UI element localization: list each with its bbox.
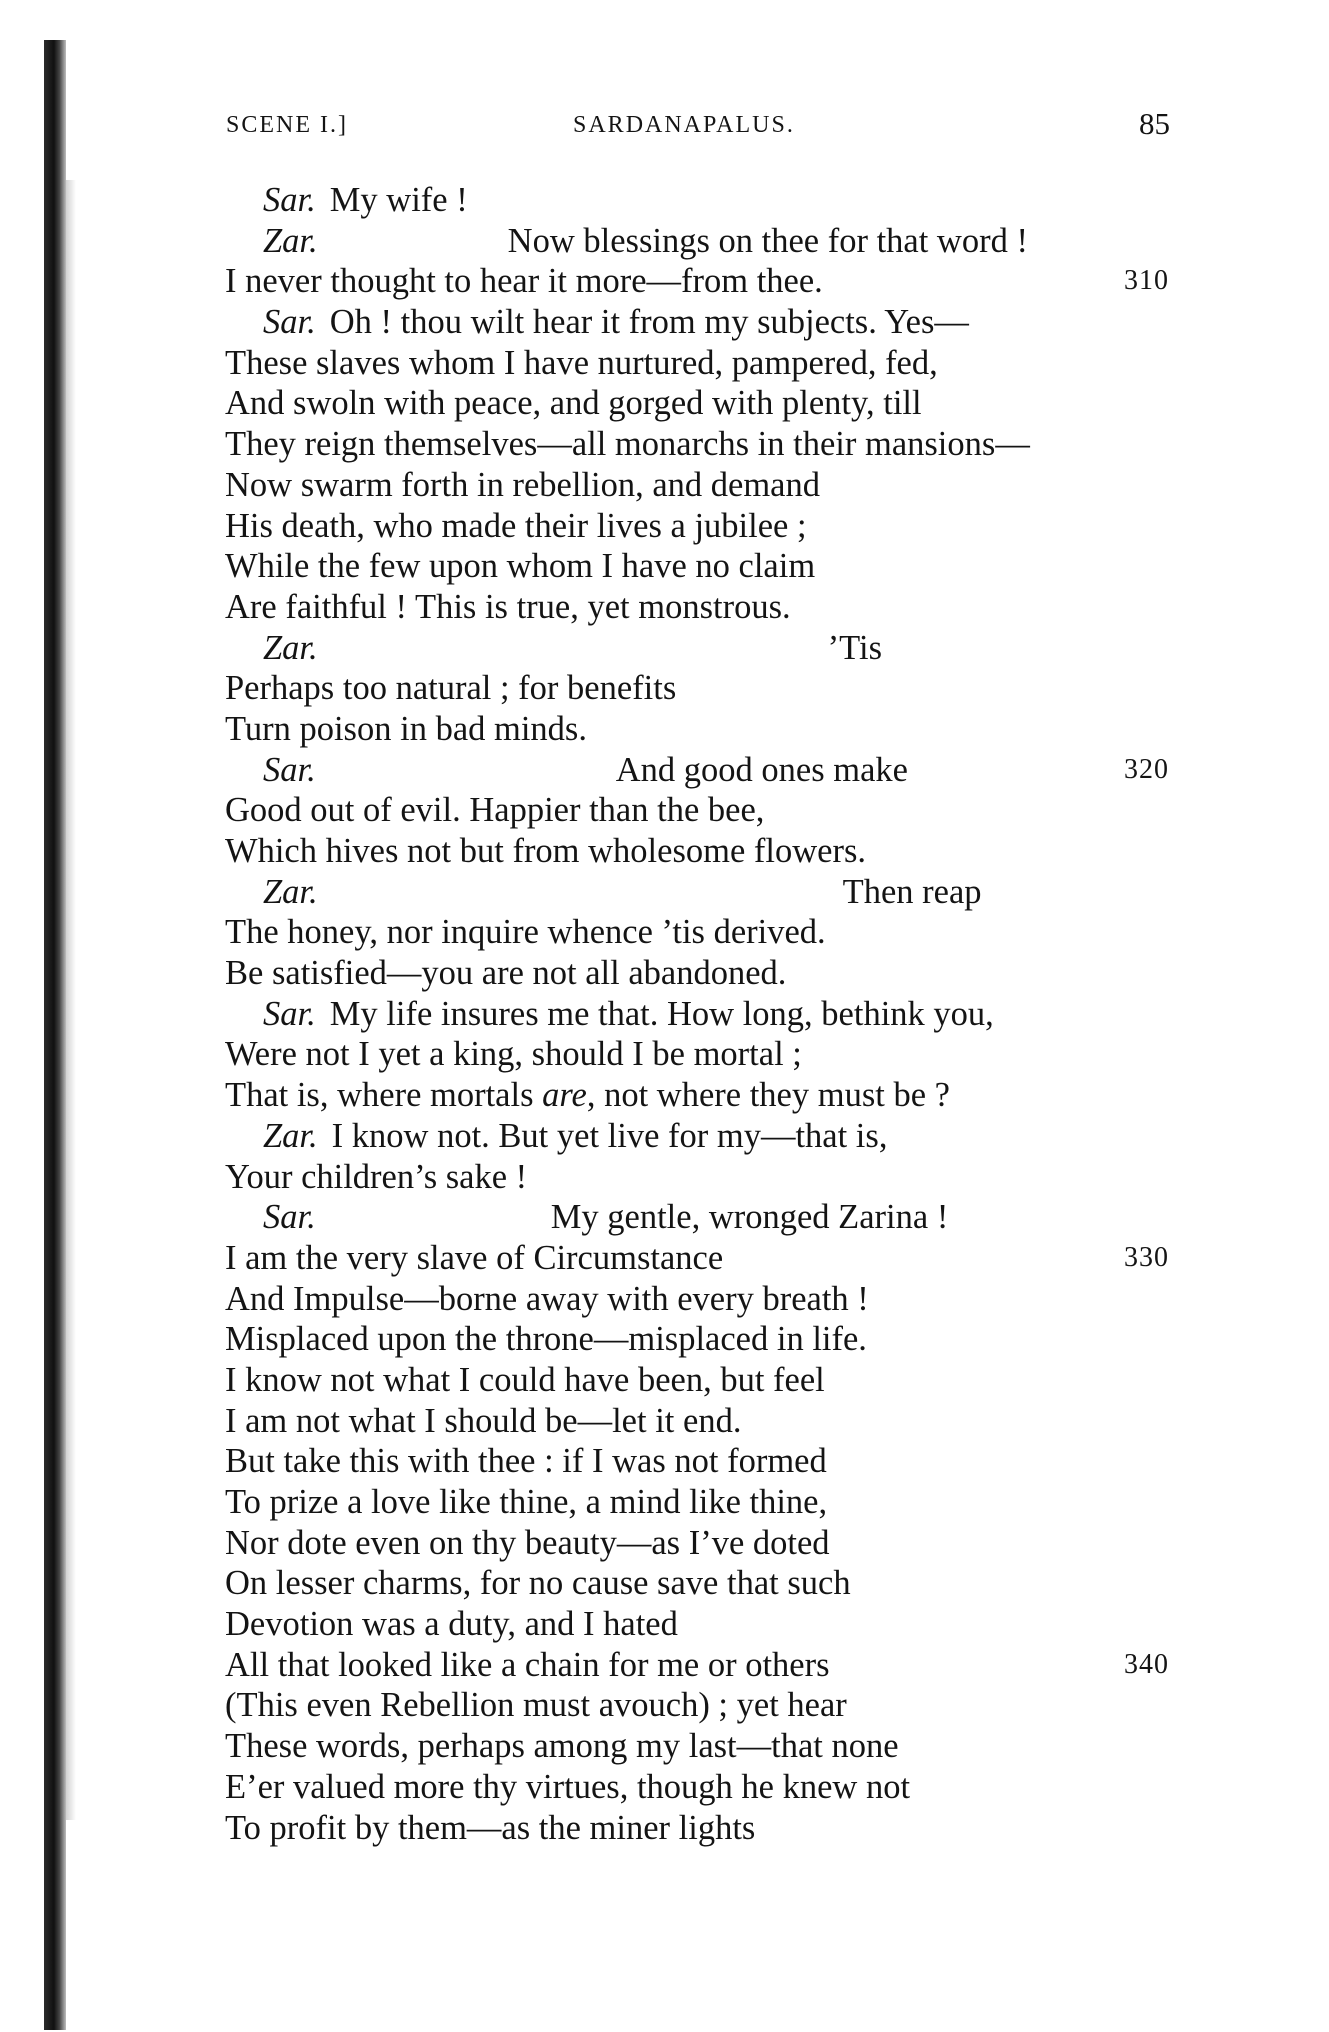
line-text: I never thought to hear it more—from thee. [225, 262, 823, 301]
verse-line [225, 1034, 1175, 1075]
line-text: ’Tis [827, 628, 883, 667]
running-head-scene: SCENE I.] [226, 112, 348, 138]
line-text: Then reap [842, 872, 982, 911]
binding-edge [44, 40, 66, 2030]
line-text: On lesser charms, for no cause save that such [225, 1564, 851, 1603]
verse-line [225, 1360, 1175, 1401]
verse-line [225, 1075, 1175, 1116]
verse-line [225, 383, 1175, 424]
line-text: Your children’s sake ! [225, 1157, 528, 1196]
running-head-title: SARDANAPALUS. [573, 112, 795, 138]
line-text: My gentle, wronged Zarina ! [550, 1198, 949, 1237]
speaker-name: Sar. [263, 994, 316, 1033]
verse-text [225, 180, 1175, 1848]
verse-line [225, 1808, 1175, 1849]
line-text: These slaves whom I have nurtured, pampered, fed, [225, 343, 938, 382]
verse-line [225, 831, 1175, 872]
line-text: (This even Rebellion must avouch) ; yet hear [225, 1686, 847, 1725]
binding-shadow [66, 180, 76, 1820]
line-text: Were not I yet a king, should I be mortal ; [225, 1035, 802, 1074]
verse-line [225, 1523, 1175, 1564]
line-text: I am not what I should be—let it end. [225, 1401, 742, 1440]
line-text: I know not. But yet live for my—that is, [331, 1116, 888, 1155]
verse-line [225, 872, 1175, 913]
speaker-name: Sar. [263, 303, 316, 342]
verse-line [225, 1767, 1175, 1808]
verse-line [225, 221, 1175, 262]
verse-line [225, 953, 1175, 994]
line-text: Which hives not but from wholesome flowers. [225, 832, 866, 870]
verse-line [225, 302, 1175, 343]
line-text: My life insures me that. How long, bethink you, [329, 994, 994, 1033]
line-text: To prize a love like thine, a mind like thine, [225, 1483, 828, 1521]
line-text: The honey, nor inquire whence ’tis derived. [225, 913, 826, 952]
verse-line [225, 1319, 1175, 1360]
line-number: 320 [1124, 753, 1169, 785]
verse-line [225, 465, 1175, 506]
line-text: These words, perhaps among my last—that none [225, 1727, 899, 1766]
verse-line [225, 1401, 1175, 1442]
verse-line [225, 1685, 1175, 1726]
verse-line [225, 424, 1175, 465]
verse-line [225, 1197, 1175, 1238]
verse-line [225, 1604, 1175, 1645]
line-number: 330 [1124, 1241, 1169, 1273]
line-text: Nor dote even on thy beauty—as I’ve doted [225, 1523, 830, 1562]
line-text: E’er valued more thy virtues, though he knew not [225, 1767, 911, 1806]
line-text: All that looked like a chain for me or others [225, 1645, 830, 1684]
verse-line [225, 546, 1175, 587]
verse-line [225, 343, 1175, 384]
verse-line [225, 994, 1175, 1035]
line-text: I know not what I could have been, but feel [225, 1360, 825, 1399]
verse-line [225, 1482, 1175, 1523]
speaker-name: Zar. [263, 1116, 318, 1155]
line-text: Be satisfied—you are not all abandoned. [225, 954, 787, 993]
verse-line [225, 668, 1175, 709]
verse-line [225, 1116, 1175, 1157]
verse-line [225, 1441, 1175, 1482]
speaker-name: Zar. [263, 872, 318, 911]
verse-line [225, 912, 1175, 953]
line-text-with-stress: That is, where mortals are, not where they must be ? [225, 1076, 950, 1115]
line-number: 310 [1124, 265, 1169, 297]
line-text: Devotion was a duty, and I hated [225, 1605, 678, 1644]
line-text: But take this with thee : if I was not formed [225, 1442, 827, 1481]
verse-line [225, 1157, 1175, 1198]
verse-line [225, 1645, 1175, 1686]
line-text: His death, who made their lives a jubilee ; [225, 506, 807, 545]
verse-line [225, 1563, 1175, 1604]
speaker-name: Sar. [263, 750, 316, 789]
line-text: And swoln with peace, and gorged with plenty, till [225, 384, 922, 423]
line-text: Are faithful ! This is true, yet monstrous. [225, 587, 791, 626]
verse-line [225, 1279, 1175, 1320]
verse-line [225, 261, 1175, 302]
verse-line [225, 506, 1175, 547]
verse-line [225, 587, 1175, 628]
line-text: I am the very slave of Circumstance [225, 1238, 724, 1277]
running-head [226, 106, 1170, 146]
line-text: Turn poison in bad minds. [225, 709, 587, 748]
verse-line [225, 790, 1175, 831]
speaker-name: Sar. [263, 1198, 316, 1237]
verse-line [225, 1238, 1175, 1279]
stressed-word: are [542, 1076, 587, 1115]
line-text: Now swarm forth in rebellion, and demand [225, 465, 820, 504]
page-number: 85 [1139, 106, 1170, 141]
line-text: And Impulse—borne away with every breath ! [225, 1279, 869, 1318]
line-text: While the few upon whom I have no claim [225, 547, 816, 586]
verse-line [225, 628, 1175, 669]
line-text: Misplaced upon the throne—misplaced in life. [225, 1320, 867, 1359]
line-text: To profit by them—as the miner lights [225, 1808, 756, 1847]
speaker-name: Zar. [263, 221, 318, 260]
verse-line [225, 180, 1175, 221]
verse-line [225, 1726, 1175, 1767]
speaker-name: Zar. [263, 628, 318, 667]
verse-line [225, 709, 1175, 750]
line-number: 340 [1124, 1648, 1169, 1680]
line-text: Good out of evil. Happier than the bee, [225, 791, 765, 830]
speaker-name: Sar. [263, 181, 316, 219]
line-text: They reign themselves—all monarchs in their mansions— [225, 425, 1030, 464]
line-text: Now blessings on thee for that word ! [507, 221, 1028, 260]
line-text: Oh ! thou wilt hear it from my subjects. Yes— [329, 303, 969, 342]
verse-line [225, 750, 1175, 791]
line-text: And good ones make [615, 750, 908, 789]
line-text: Perhaps too natural ; for benefits [225, 669, 677, 708]
line-text: My wife ! [329, 181, 468, 219]
